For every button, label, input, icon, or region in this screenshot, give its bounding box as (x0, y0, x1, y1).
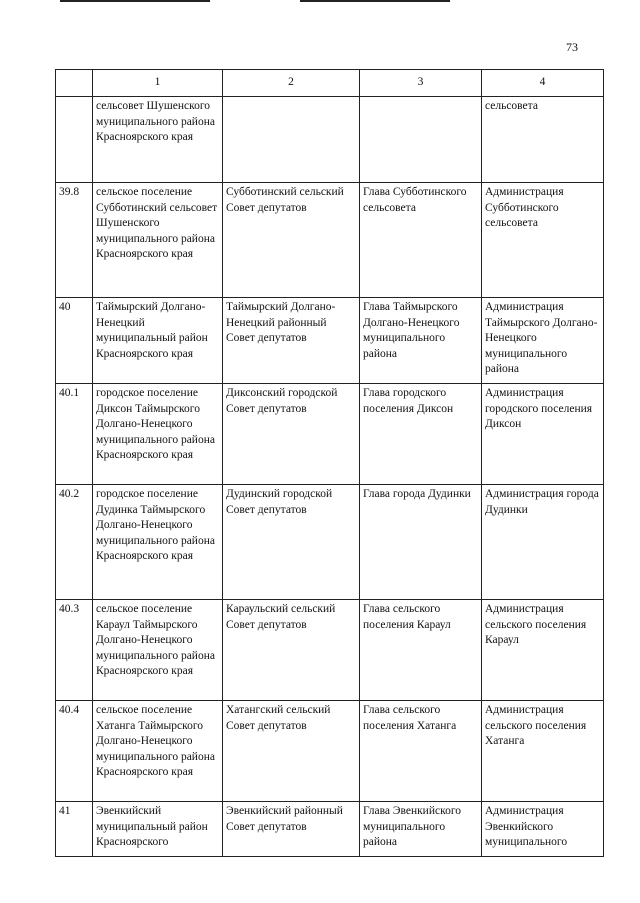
representative-body: Субботинский сельский Совет депутатов (223, 183, 360, 298)
page-number: 73 (566, 40, 578, 54)
municipality-name: сельсовет Шушенского муниципального района Красноярского края (93, 97, 223, 183)
header-cell-2: 2 (223, 70, 360, 97)
administration: Администрация города Дудинки (482, 485, 604, 600)
head-of-municipality: Глава городского поселения Диксон (360, 384, 482, 485)
table-header-row (56, 70, 604, 97)
table-row (56, 384, 604, 485)
head-of-municipality: Глава Таймырского Долгано-Ненецкого муниципального района (360, 298, 482, 384)
row-number (56, 97, 93, 183)
top-rule-right (300, 0, 450, 2)
head-of-municipality: Глава Субботинского сельсовета (360, 183, 482, 298)
header-cell-4: 4 (482, 70, 604, 97)
table-row (56, 97, 604, 183)
administration: Администрация городского поселения Диксон (482, 384, 604, 485)
administration: Администрация сельского поселения Хатанга (482, 701, 604, 802)
table-row (56, 701, 604, 802)
administration: Администрация сельского поселения Караул (482, 600, 604, 701)
representative-body (223, 97, 360, 183)
representative-body: Дудинский городской Совет депутатов (223, 485, 360, 600)
header-cell-3: 3 (360, 70, 482, 97)
table-row (56, 485, 604, 600)
row-number: 40.1 (56, 384, 93, 485)
header-cell-1: 1 (93, 70, 223, 97)
municipality-name: сельское поселение Караул Таймырского Долгано-Ненецкого муниципального района Красноярского края (93, 600, 223, 701)
table-row (56, 802, 604, 857)
row-number: 39.8 (56, 183, 93, 298)
head-of-municipality: Глава сельского поселения Хатанга (360, 701, 482, 802)
administration: сельсовета (482, 97, 604, 183)
row-number: 41 (56, 802, 93, 857)
administration: Администрация Эвенкийского муниципального (482, 802, 604, 857)
row-number: 40.4 (56, 701, 93, 802)
municipality-name: Таймырский Долгано-Ненецкий муниципальный район Красноярского края (93, 298, 223, 384)
table-row (56, 600, 604, 701)
head-of-municipality: Глава Эвенкийского муниципального района (360, 802, 482, 857)
table-row (56, 183, 604, 298)
municipality-name: городское поселение Дудинка Таймырского Долгано-Ненецкого муниципального района Красноярского края (93, 485, 223, 600)
representative-body: Диксонский городской Совет депутатов (223, 384, 360, 485)
representative-body: Караульский сельский Совет депутатов (223, 600, 360, 701)
administration: Администрация Субботинского сельсовета (482, 183, 604, 298)
row-number: 40.2 (56, 485, 93, 600)
row-number: 40 (56, 298, 93, 384)
header-cell-number (56, 70, 93, 97)
representative-body: Таймырский Долгано- Ненецкий районный Совет депутатов (223, 298, 360, 384)
representative-body: Эвенкийский районный Совет депутатов (223, 802, 360, 857)
administration: Администрация Таймырского Долгано-Ненецкого муниципального района (482, 298, 604, 384)
table-row (56, 298, 604, 384)
head-of-municipality (360, 97, 482, 183)
municipality-name: сельское поселение Субботинский сельсовет Шушенского муниципального района Красноярского края (93, 183, 223, 298)
representative-body: Хатангский сельский Совет депутатов (223, 701, 360, 802)
top-rule-left (60, 0, 210, 2)
head-of-municipality: Глава города Дудинки (360, 485, 482, 600)
head-of-municipality: Глава сельского поселения Караул (360, 600, 482, 701)
municipality-name: Эвенкийский муниципальный район Красноярского (93, 802, 223, 857)
municipality-name: сельское поселение Хатанга Таймырского Долгано-Ненецкого муниципального района Красноярского края (93, 701, 223, 802)
row-number: 40.3 (56, 600, 93, 701)
municipality-name: городское поселение Диксон Таймырского Долгано-Ненецкого муниципального района Красноярского края (93, 384, 223, 485)
municipal-bodies-table (55, 69, 604, 857)
